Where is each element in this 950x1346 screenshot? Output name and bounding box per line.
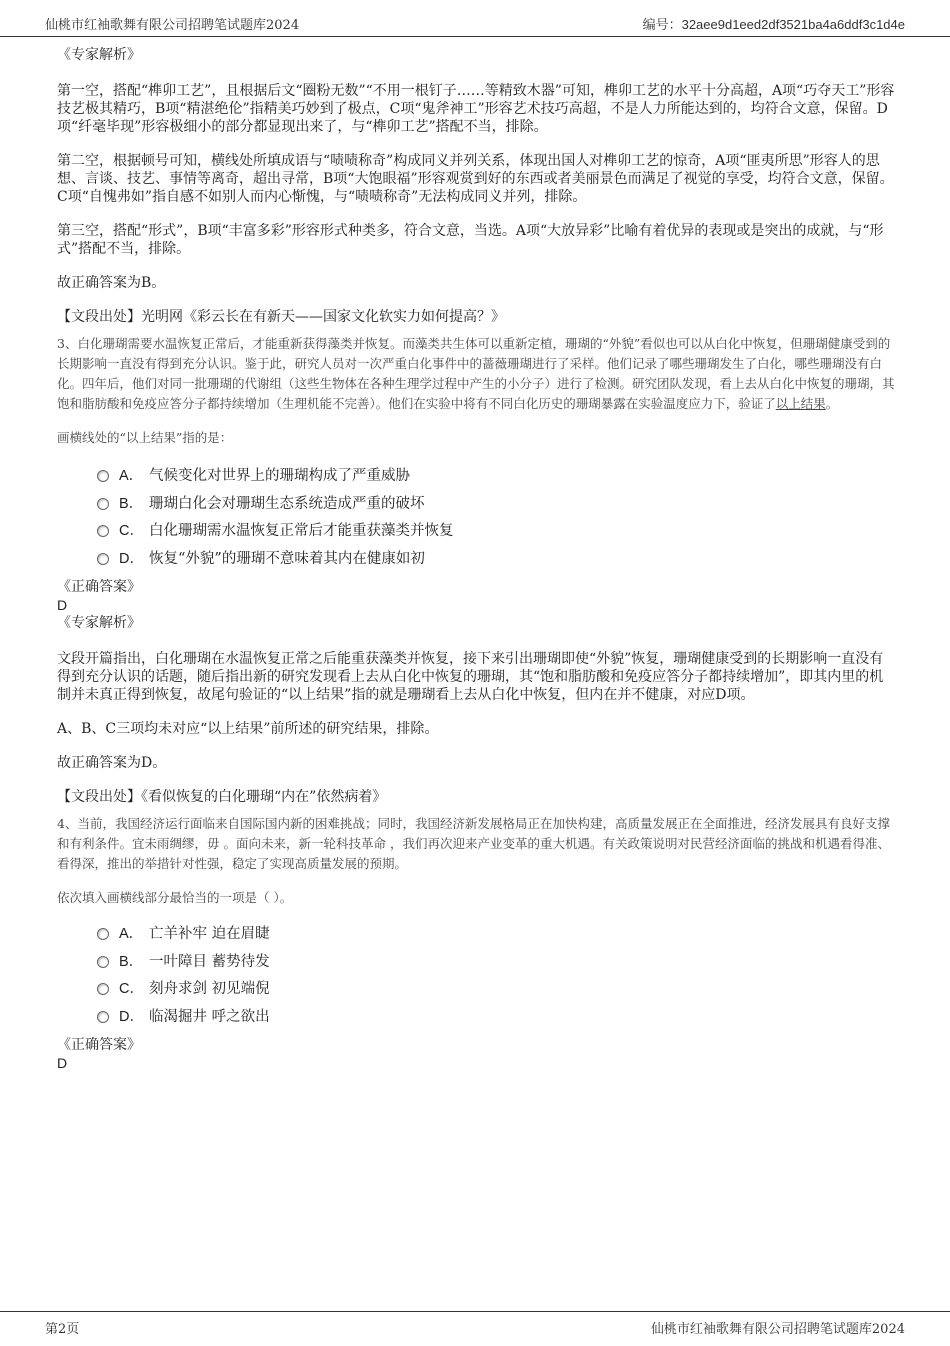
option-b[interactable] [57,492,897,520]
header-code-label: 编号： [642,17,682,32]
page-header [0,0,950,37]
page-footer [0,1311,950,1346]
page-content [57,44,897,1072]
underlined-phrase: 以上结果 [775,396,826,411]
option-letter: D． [119,550,144,567]
source-citation: 【文段出处】《看似恢复的白化珊瑚“内在”依然病着》 [57,789,387,805]
correct-answer-label: 《正确答案》 [57,579,141,595]
question-4-prompt: 依次填入画横线部分最恰当的一项是（ ）。 [57,890,293,905]
header-code-value: 32aee9d1eed2df3521ba4a6ddf3c1d4e [681,17,905,32]
question-text: 3、白化珊瑚需要水温恢复正常后，才能重新获得藻类并恢复。而藻类共生体可以重新定植，珊瑚的“外貌”看似也可以从白化中恢复，但珊瑚健康受到的长期影响一直没有得到充分认识。鉴于此，研究人员对一次严重白化事件中的蔷薇珊瑚进行了采样。他们记录了哪些珊瑚发生了白化，哪些珊瑚没有白化。四年后，他们对同一批珊瑚的代谢组（这些生物体在各种生理学过程中产生的小分子）进行了检测。研究团队发现，看上去从白化中恢复的珊瑚，其饱和脂肪酸和免疫应答分子都持续增加（生理机能不完善）。他们在实验中将有不同白化历史的珊瑚暴露在实验温度应力下，验证了 [57,336,895,411]
question-4-options [57,922,897,1032]
option-letter: C． [119,523,144,539]
correct-answer-label: 《正确答案》 [57,1037,141,1053]
radio-icon[interactable] [97,498,109,510]
option-c[interactable] [57,977,897,1005]
correct-answer: D [57,1055,68,1071]
expert-analysis-label: 《专家解析》 [57,47,141,63]
analysis-paragraph: 第一空，搭配“榫卯工艺”，且根据后文“圈粉无数”“不用一根钉子……等精致木器”可知，榫卯工艺的水平十分高超，A项“巧夺天工”形容技艺极其精巧，B项“精湛绝伦”指精美巧妙到了极点，C项“鬼斧神工”形容艺术技巧高超，不是人力所能达到的，均符合文意，保留。D项“纤毫毕现”形容极细小的部分都显现出来了，与“榫卯工艺”搭配不当，排除。 [57,83,895,135]
option-text: 一叶障目 蓄势待发 [149,953,270,970]
option-letter: A． [119,926,144,942]
radio-icon[interactable] [97,956,109,968]
question-3-options [57,464,897,574]
question-text-end: 。 [825,396,839,411]
analysis-paragraph: 文段开篇指出，白化珊瑚在水温恢复正常之后能重获藻类并恢复，接下来引出珊瑚即使“外貌”恢复，珊瑚健康受到的长期影响一直没有得到充分认识的话题，随后指出新的研究发现看上去从白化中恢复的珊瑚，其“饱和脂肪酸和免疫应答分子都持续增加”，即其内里的机制并未真正得到恢复，故尾句验证的“以上结果”指的就是珊瑚看上去从白化中恢复，但内在并不健康，对应D项。 [57,651,884,703]
option-text: 珊瑚白化会对珊瑚生态系统造成严重的破坏 [149,495,425,512]
option-d[interactable] [57,547,897,575]
radio-icon[interactable] [97,525,109,537]
option-letter: A． [119,468,144,484]
option-text: 气候变化对世界上的珊瑚构成了严重威胁 [149,468,410,484]
option-text: 白化珊瑚需水温恢复正常后才能重获藻类并恢复 [149,523,454,539]
header-title: 仙桃市红袖歌舞有限公司招聘笔试题库2024 [45,18,300,33]
question-4-text: 4、当前，我国经济运行面临来自国际国内新的困难挑战；同时，我国经济新发展格局正在加快构建，高质量发展正在全面推进，经济发展具有良好支撑和有利条件。宜未雨绸缪，毋 。面向未来，新一轮科技革命 ，我们再次迎来产业变革的重大机遇。有关政策说明对民营经济面临的挑战和机遇看得准、看得深，推出的举措针对性强，稳定了实现高质量发展的预期。 [57,816,890,871]
page-number: 第2页 [45,1322,80,1337]
expert-analysis-label: 《专家解析》 [57,615,141,631]
source-citation: 【文段出处】光明网《彩云长在有新天——国家文化软实力如何提高？》 [57,309,505,325]
option-text: 亡羊补牢 迫在眉睫 [149,926,270,942]
header-code [643,14,905,33]
correct-answer: D [57,597,68,613]
analysis-paragraph: 第二空，根据顿号可知，横线处所填成语与“啧啧称奇”构成同义并列关系，体现出国人对榫卯工艺的惊奇，A项“匪夷所思”形容人的思想、言谈、技艺、事情等离奇，超出寻常，B项“大饱眼福”形容观赏到好的东西或者美丽景色而满足了视觉的享受，均符合文意，保留。C项“自愧弗如”指自感不如别人而内心惭愧，与“啧啧称奇”无法构成同义并列，排除。 [57,153,894,205]
conclusion: 故正确答案为B。 [57,275,166,291]
option-letter: C． [119,981,144,997]
option-letter: B． [119,495,144,512]
conclusion: 故正确答案为D。 [57,755,167,771]
radio-icon[interactable] [97,553,109,565]
question-3-prompt: 画横线处的“以上结果”指的是： [57,430,233,445]
radio-icon[interactable] [97,928,109,940]
option-letter: B． [119,953,144,970]
footer-title: 仙桃市红袖歌舞有限公司招聘笔试题库2024 [650,1322,905,1337]
radio-icon[interactable] [97,1011,109,1023]
option-d[interactable] [57,1005,897,1033]
option-text: 临渴掘井 呼之欲出 [149,1008,270,1025]
option-a[interactable] [57,464,897,492]
option-text: 刻舟求剑 初见端倪 [149,981,270,997]
question-3-text [57,334,897,414]
radio-icon[interactable] [97,983,109,995]
analysis-paragraph: 第三空，搭配“形式”，B项“丰富多彩”形容形式种类多，符合文意，当选。A项“大放异彩”比喻有着优异的表现或是突出的成就，与“形式”搭配不当，排除。 [57,223,884,257]
analysis-paragraph: A、B、C三项均未对应“以上结果”前所述的研究结果，排除。 [57,721,439,737]
option-b[interactable] [57,950,897,978]
option-c[interactable] [57,519,897,547]
option-text: 恢复“外貌”的珊瑚不意味着其内在健康如初 [149,550,425,567]
radio-icon[interactable] [97,470,109,482]
option-a[interactable] [57,922,897,950]
option-letter: D． [119,1008,144,1025]
